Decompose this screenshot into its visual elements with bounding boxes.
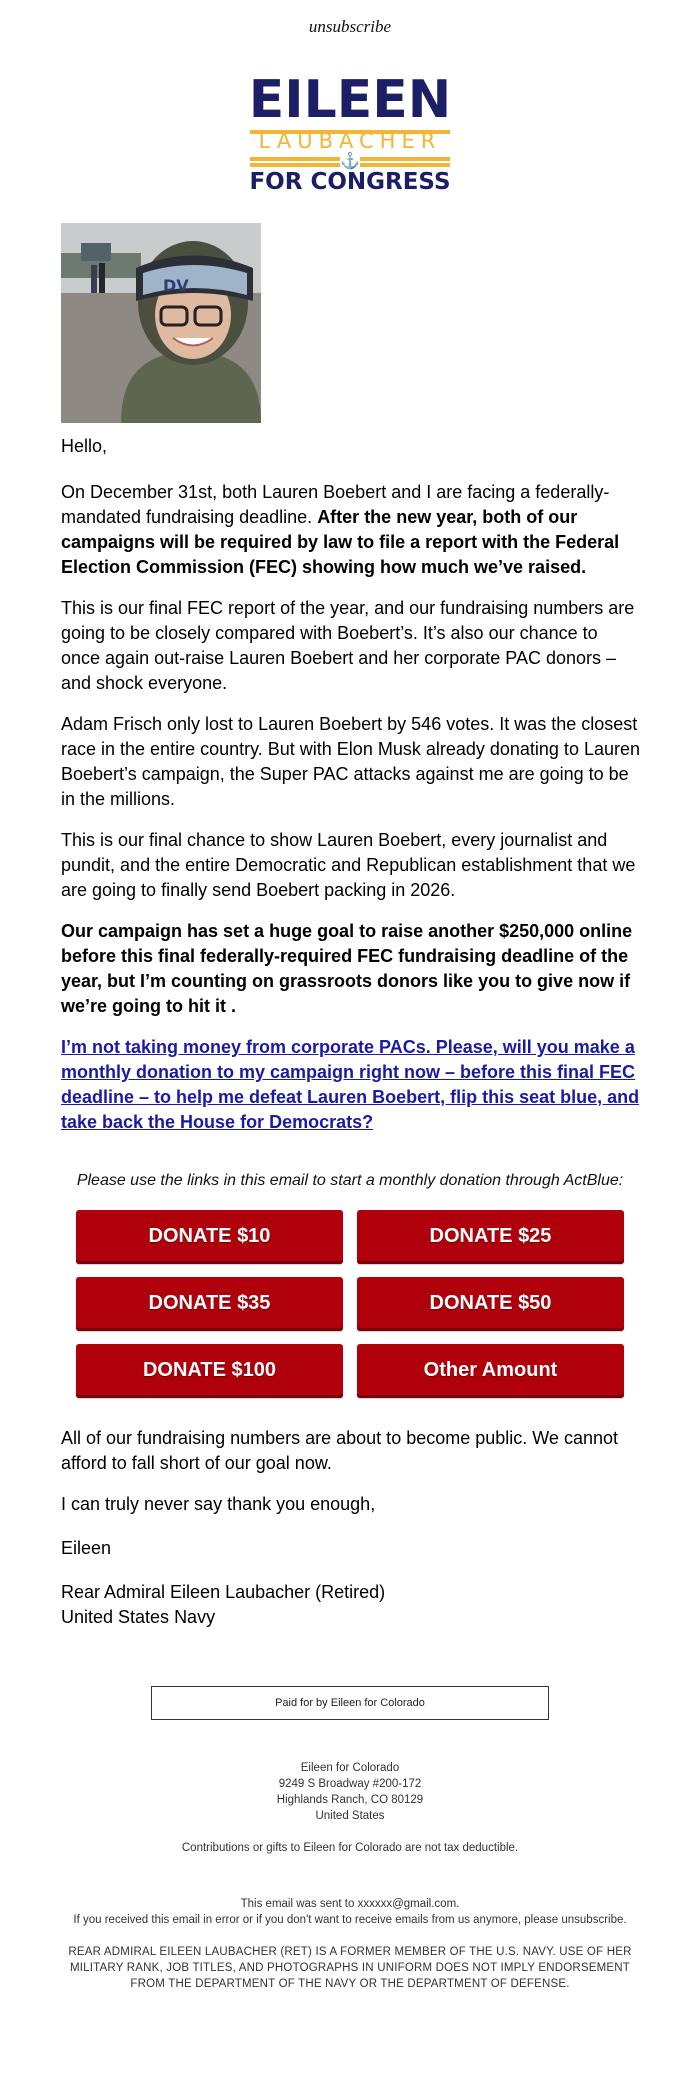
paragraph-deadline-emphasis: After the new year, both of our campaigns will be required by law to file a report with the Federal Election Commission (FEC) showing how much we’ve raised. (61, 507, 620, 577)
anchor-icon: ⚓ (340, 153, 360, 170)
signature-title-rank: Rear Admiral Eileen Laubacher (Retired) (61, 1582, 386, 1602)
address-city: Highlands Ranch, CO 80129 (276, 1794, 424, 1806)
svg-text:DV: DV (163, 276, 189, 295)
footer-unsubscribe-link[interactable]: If you received this email in error or if you don't want to receive emails from us anymore, please unsubscribe. (73, 1914, 627, 1926)
address-street: 9249 S Broadway #200-172 (278, 1778, 422, 1790)
paragraph-close-race: Adam Frisch only lost to Lauren Boebert by 546 votes. It was the closest race in the entire country. But with Elon Musk already donating to Lauren Boebert’s campaign, the Super PAC attacks against me are going to be in the millions. (61, 714, 640, 809)
paragraph-deadline (61, 480, 641, 580)
candidate-photo-image (61, 223, 261, 423)
unsubscribe-note (0, 1912, 700, 1928)
paragraph-public-numbers: All of our fundraising numbers are about to become public. We cannot afford to fall short of our goal now. (61, 1428, 618, 1473)
donate-10-button[interactable]: DONATE $10 (76, 1210, 343, 1264)
paragraph-fec-report: This is our final FEC report of the year, and our fundraising numbers are going to be closely compared with Boebert’s. It’s also our chance to once again out-raise Lauren Boebert and her corporate PAC donors – and shock everyone. (61, 598, 635, 693)
logo-tagline: FOR CONGRESS (249, 169, 451, 195)
donate-other-amount-button[interactable]: Other Amount (357, 1344, 624, 1398)
campaign-address (0, 1760, 700, 1824)
tax-deductible-note: Contributions or gifts to Eileen for Colorado are not tax deductible. (181, 1842, 519, 1854)
cta-paragraph (61, 1035, 641, 1135)
sent-to-note: This email was sent to xxxxxx@gmail.com. (240, 1898, 460, 1910)
paid-for-disclaimer: Paid for by Eileen for Colorado (151, 1686, 549, 1720)
paragraph-final-chance: This is our final chance to show Lauren Boebert, every journalist and pundit, and the entire Democratic and Republican establishment that we are going to finally send Boebert packing in 2026. (61, 830, 636, 900)
unsubscribe-link[interactable]: unsubscribe (308, 17, 392, 36)
paragraph-thanks: I can truly never say thank you enough, (61, 1494, 376, 1514)
signature-title-branch: United States Navy (61, 1607, 216, 1627)
address-org: Eileen for Colorado (300, 1762, 400, 1774)
donate-100-button[interactable]: DONATE $100 (76, 1344, 343, 1398)
donate-25-button[interactable]: DONATE $25 (357, 1210, 624, 1264)
paragraph-deadline-intro: On December 31st, both Lauren Boebert and I are facing a federally-mandated fundraising deadline. (61, 482, 610, 527)
navy-disclaimer: REAR ADMIRAL EILEEN LAUBACHER (RET) IS A FORMER MEMBER OF THE U.S. NAVY. USE OF HER MILITARY RANK, JOB TITLES, AND PHOTOGRAPHS IN UNIFORM DOES NOT IMPLY ENDORSEMENT FROM THE DEPARTMENT OF THE NAVY OR THE DEPARTMENT OF DEFENSE. (68, 1946, 632, 1990)
campaign-logo (248, 72, 452, 194)
address-country: United States (315, 1810, 385, 1822)
logo-name: EILEEN (248, 70, 452, 130)
signature-title (61, 1580, 641, 1630)
logo-surname: LAUBACHER (258, 129, 442, 153)
donate-35-button[interactable]: DONATE $35 (76, 1277, 343, 1331)
greeting: Hello, (61, 436, 108, 456)
donation-cta-link[interactable]: I’m not taking money from corporate PACs. Please, will you make a monthly donation to my campaign right now – before this final FEC deadline – to help me defeat Lauren Boebert, flip this seat blue, and take back the House for Democrats? (61, 1037, 640, 1132)
signature-name: Eileen (61, 1538, 112, 1558)
candidate-photo (61, 223, 261, 423)
donation-instructions: Please use the links in this email to start a monthly donation through ActBlue: (76, 1172, 624, 1189)
paragraph-goal: Our campaign has set a huge goal to raise another $250,000 online before this final federally-required FEC fundraising deadline of the year, but I’m counting on grassroots donors like you to give now if we’re going to hit it . (61, 921, 633, 1016)
donate-50-button[interactable]: DONATE $50 (357, 1277, 624, 1331)
